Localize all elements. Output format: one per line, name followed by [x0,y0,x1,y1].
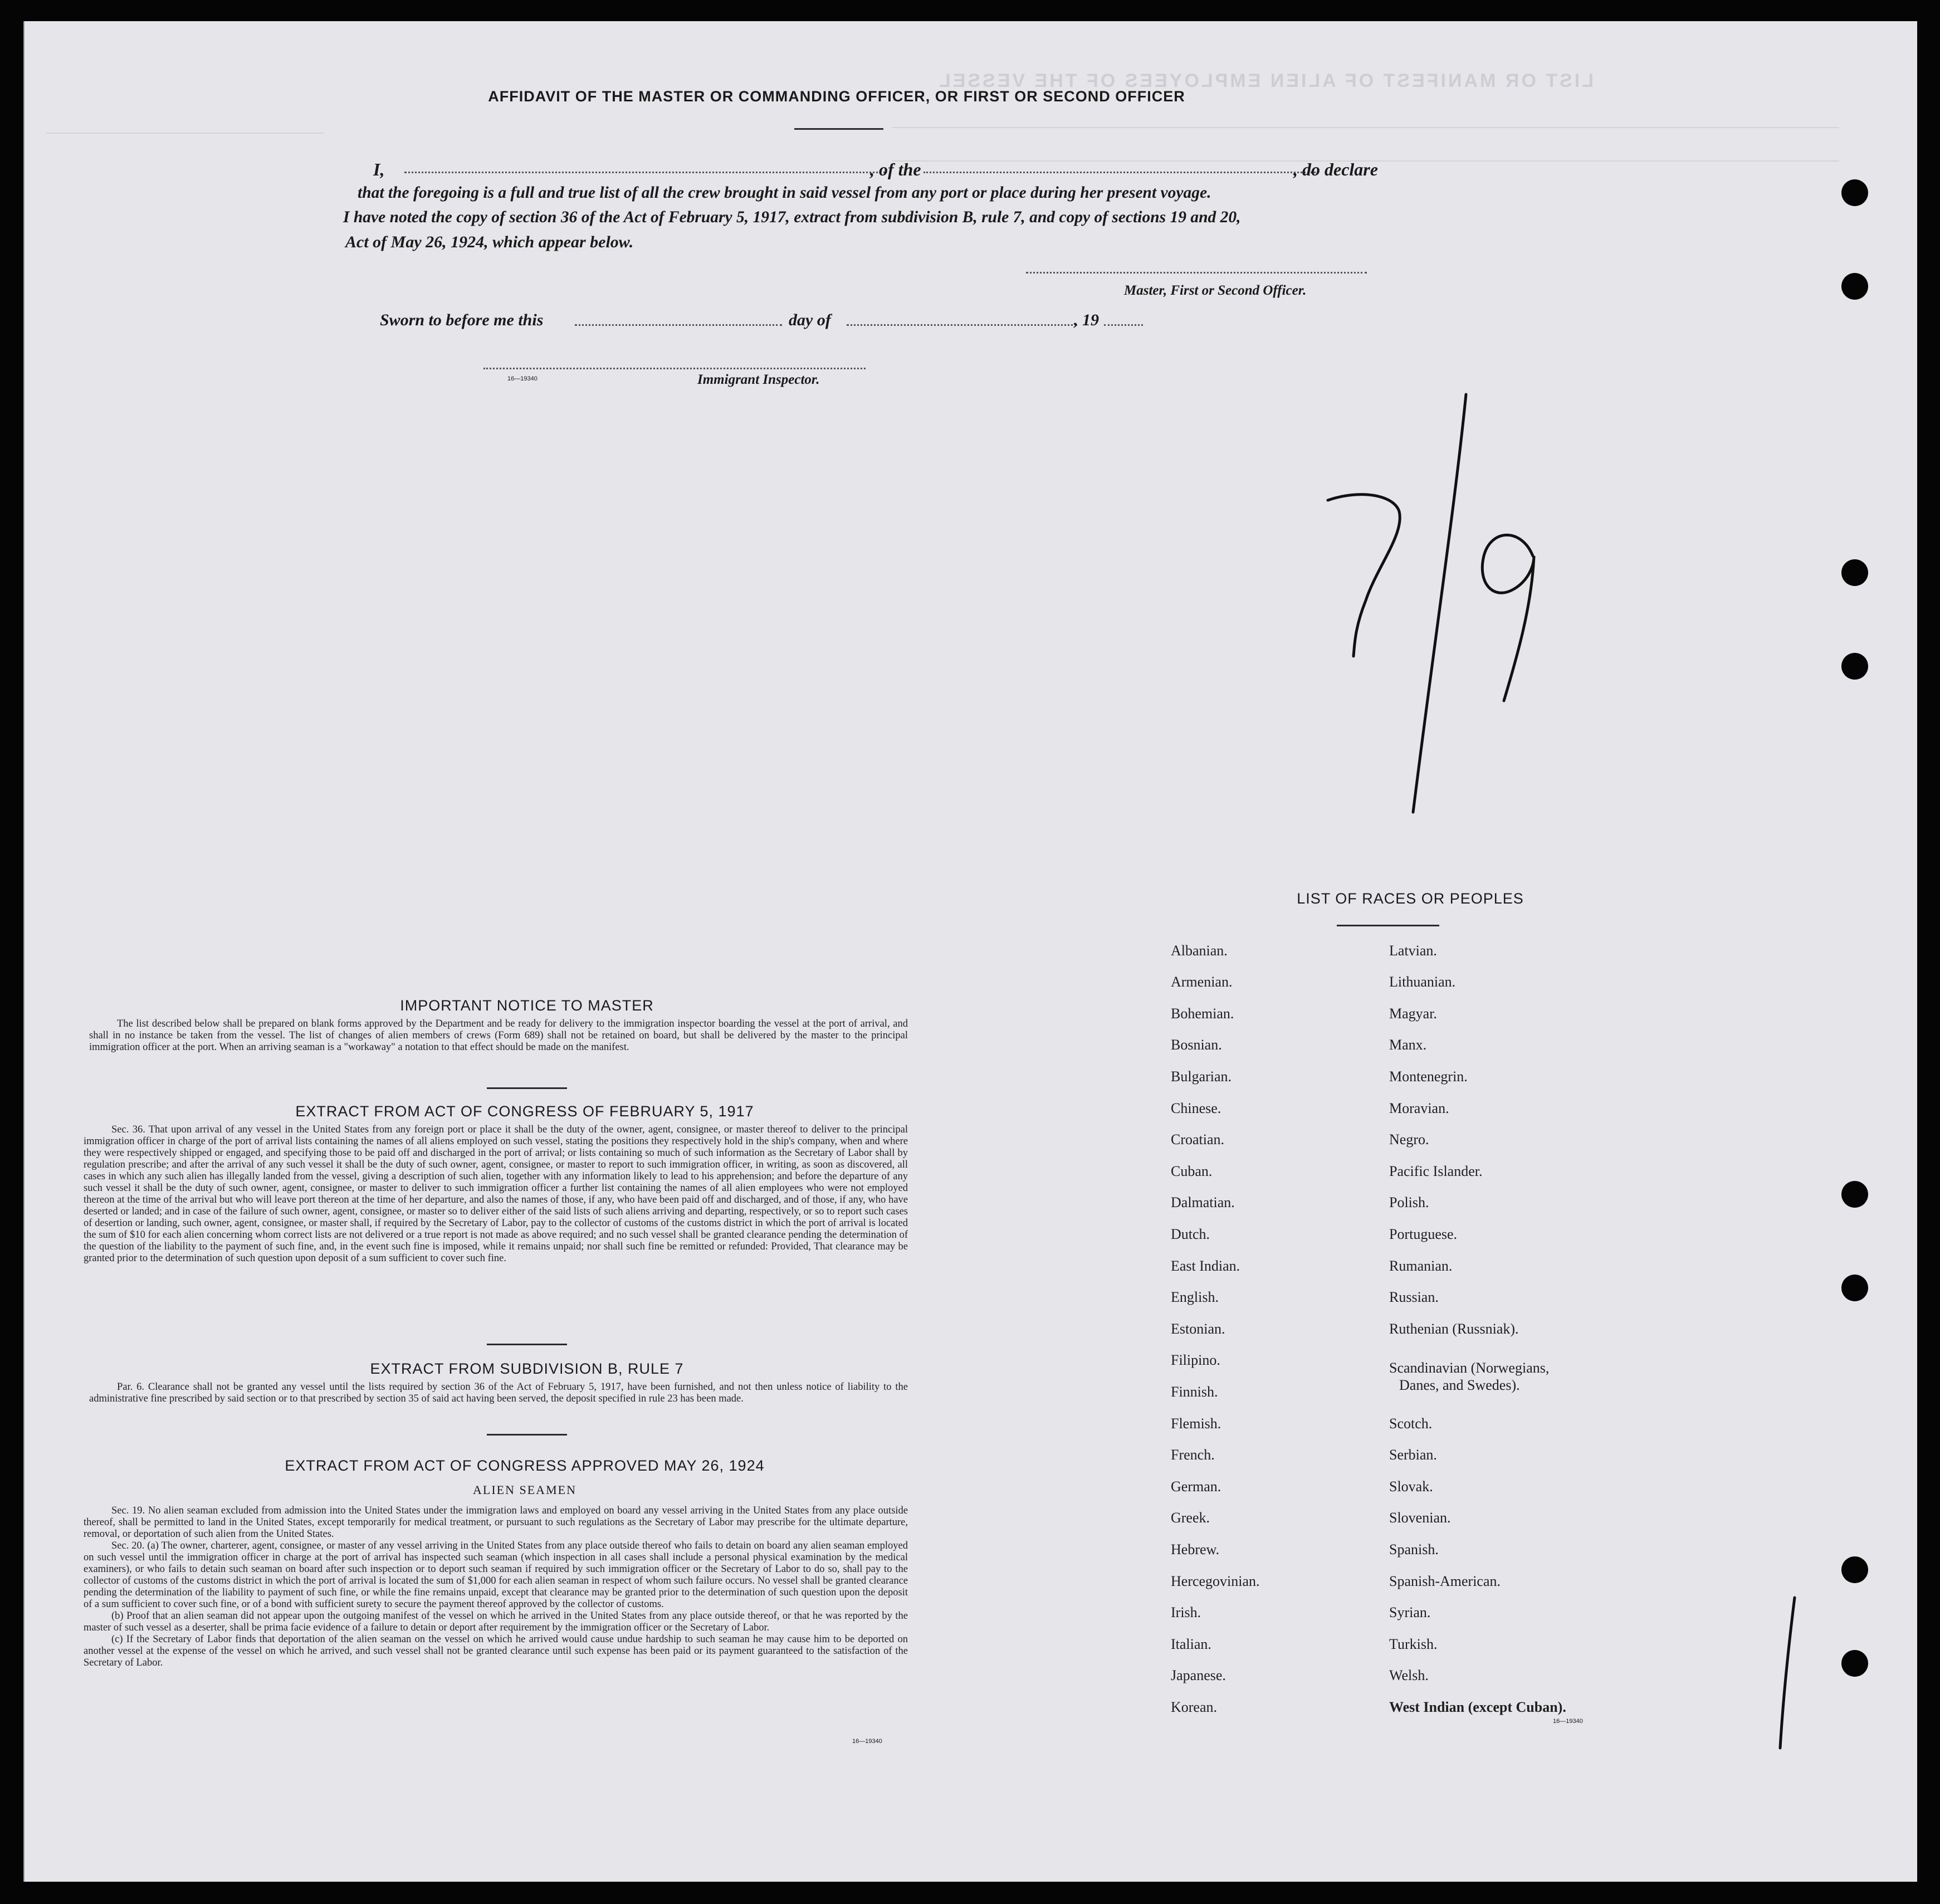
race-item: Pacific Islander. [1389,1163,1483,1179]
sworn-month-field[interactable] [847,324,1077,326]
notice-paragraph: The list described below shall be prepared on blank forms approved by the Department and be ready for delivery to the immigration inspector boarding the vessel at the port of arrival, and shall in no instance be taken from the vessel. The list of changes of alien members of crews (Form 689) shall not be retained on board, but shall be delivered by the master to the principal immigration officer at the port. When an arriving seaman is a "workaway" a notation to that effect should be made on the manifest. [89,1018,908,1053]
race-item: Dalmatian. [1171,1194,1235,1210]
race-item: Bulgarian. [1171,1068,1232,1085]
declarant-prefix: I, [373,159,385,179]
punch-hole [1841,273,1868,300]
race-item: Hercegovinian. [1171,1573,1260,1589]
race-item: Spanish-American. [1389,1573,1501,1589]
sworn-label: Sworn to before me this [380,311,544,329]
divider [1337,925,1439,926]
race-item: Montenegrin. [1389,1068,1468,1085]
divider [487,1434,567,1436]
sec-19-paragraph: Sec. 19. No alien seaman excluded from admission into the United States under the immigration laws and employed on board any vessel arriving in the United States from any place outside thereof, shall be permitted to land in the United States, except temporarily for medical treatment, or pursuant to such regulations as the Secretary of Labor may prescribe for the ultimate departure, removal, or deportation of such alien from the United States. [84,1505,908,1540]
race-item: Finnish. [1171,1384,1218,1400]
punch-hole [1841,559,1868,586]
race-item: Bohemian. [1171,1005,1234,1022]
punch-hole [1841,1556,1868,1583]
sec-20b-paragraph: (b) Proof that an alien seaman did not appear upon the outgoing manifest of the vessel on which he arrived in the United States from any place outside thereof, or that he was reported by the master of such vessel as a deserter, shall be prima facie evidence of a failure to detain or deport after requirement by the immigration officer or the Secretary of Labor. [84,1610,908,1633]
form-number: 16—19340 [852,1738,882,1745]
vessel-field[interactable] [923,172,1319,173]
do-declare-label: , do declare [1293,159,1378,179]
race-item: Danes, and Swedes). [1399,1377,1520,1393]
bleed-through-line [892,127,1839,128]
race-item: Serbian. [1389,1447,1437,1463]
race-item: English. [1171,1289,1219,1305]
race-item: Scandinavian (Norwegians, [1389,1360,1550,1376]
race-item: Cuban. [1171,1163,1213,1179]
race-item: Armenian. [1171,974,1233,990]
master-signature-line[interactable] [1026,272,1367,274]
race-item: Hebrew. [1171,1541,1220,1558]
race-item: French. [1171,1447,1215,1463]
extract-1917-body [84,1124,908,1265]
affidavit-line-4: Act of May 26, 1924, which appear below. [345,233,634,251]
affidavit-line-2: that the foregoing is a full and true list of all the crew brought in said vessel from any port or place during her present voyage. [358,184,1211,202]
race-item: Portuguese. [1389,1226,1458,1242]
race-item: Korean. [1171,1699,1218,1715]
divider [794,128,883,130]
race-item: Turkish. [1389,1636,1438,1652]
race-item: Irish. [1171,1604,1201,1620]
race-item: Spanish. [1389,1541,1439,1558]
race-item: Moravian. [1389,1100,1449,1116]
divider [487,1087,567,1089]
inspector-label: Immigrant Inspector. [697,372,820,387]
race-item: Negro. [1389,1131,1429,1148]
race-item: Polish. [1389,1194,1429,1210]
notice-body [89,1018,908,1053]
punch-hole [1841,653,1868,680]
race-item: Manx. [1389,1037,1427,1053]
day-of-label: day of [789,311,831,329]
race-item: Japanese. [1171,1667,1226,1683]
punch-hole [1841,1275,1868,1301]
form-number: 16—19340 [1553,1718,1583,1725]
year-label: , 19 [1074,311,1099,329]
document-page [23,21,1917,1882]
race-item: Syrian. [1389,1604,1431,1620]
inspector-signature-line[interactable] [483,368,866,369]
punch-hole [1841,179,1868,206]
punch-hole [1841,1650,1868,1677]
races-title: LIST OF RACES OR PEOPLES [1297,890,1524,907]
sec-20c-paragraph: (c) If the Secretary of Labor finds that deportation of the alien seaman on the vessel on which he arrived would cause undue hardship to such seaman he may cause him to be deported on another vessel at the expense of the vessel on which he arrived, and such vessel shall not be granted clearance until such expense has been paid or its payment guaranteed to the satisfaction of the Secretary of Labor. [84,1634,908,1668]
race-item: Rumanian. [1389,1258,1453,1274]
race-item: Greek. [1171,1510,1210,1526]
race-item: Bosnian. [1171,1037,1222,1053]
race-item: Scotch. [1389,1415,1433,1432]
extract-1924-title: EXTRACT FROM ACT OF CONGRESS APPROVED MAY 26, 1924 [285,1457,765,1474]
race-item: Italian. [1171,1636,1211,1652]
race-item: Estonian. [1171,1321,1225,1337]
bleed-through-heading: LIST OR MANIFEST OF ALIEN EMPLOYEES OF THE VESSEL [937,70,1594,91]
pen-mark [1772,1592,1806,1759]
affidavit-title: AFFIDAVIT OF THE MASTER OR COMMANDING OFFICER, OR FIRST OR SECOND OFFICER [488,88,1185,105]
race-item: Filipino. [1171,1352,1220,1368]
notice-title: IMPORTANT NOTICE TO MASTER [400,997,654,1014]
race-item: Latvian. [1389,943,1437,959]
handwritten-fraction [1293,367,1561,857]
divider [487,1344,567,1345]
master-signature-label: Master, First or Second Officer. [1124,283,1307,298]
rule-7-title: EXTRACT FROM SUBDIVISION B, RULE 7 [370,1360,684,1377]
race-item: German. [1171,1478,1221,1495]
race-item: Albanian. [1171,943,1228,959]
rule-7-body [89,1381,908,1405]
extract-1917-title: EXTRACT FROM ACT OF CONGRESS OF FEBRUARY 5, 1917 [295,1103,754,1120]
race-item: East Indian. [1171,1258,1240,1274]
race-item: West Indian (except Cuban). [1389,1699,1566,1715]
declarant-name-field[interactable] [404,172,886,173]
race-item: Dutch. [1171,1226,1210,1242]
extract-1924-body [84,1505,908,1669]
form-number: 16—19340 [507,375,537,382]
sworn-year-field[interactable] [1104,324,1143,326]
race-item: Russian. [1389,1289,1439,1305]
sworn-day-field[interactable] [575,324,782,326]
sec-36-paragraph: Sec. 36. That upon arrival of any vessel in the United States from any foreign port or place it shall be the duty of the owner, agent, consignee, or master thereof to deliver to the principal immigration officer in charge of the port of arrival lists containing the names of all aliens employed on such vessel, stating the positions they respectively hold in the ship's company, when and where they were respectively shipped or engaged, and specifying those to be paid off and discharged in the port of arrival; or lists containing so much of such information as the Secretary of Labor shall by regulation prescribe; and after the arrival of any such vessel it shall be the duty of such owner, agent, consignee, or master to report to such immigration officer, in writing, as soon as discovered, all cases in which any such alien has illegally landed from the vessel, giving a description of such alien, together with any information likely to lead to his apprehension; and before the departure of any such vessel it shall be the duty of such owner, agent, consignee, or master to deliver to such immigration officer a further list containing the names of all alien employees who were not employed thereon at the time of the arrival but who will leave port thereon at the time of her departure, and also the names of those, if any, who have been paid off and discharged, and of those, if any, who have deserted or landed; and in case of the failure of such owner, agent, consignee, or master so to deliver either of the said lists of such aliens arriving and departing, respectively, or so to report such cases of desertion or landing, such owner, agent, consignee, or master shall, if required by the Secretary of Labor, pay to the collector of customs of the customs district in which the port of arrival is located the sum of $10 for each alien concerning whom correct lists are not delivered or a true report is not made as above required; and no such vessel shall be granted clearance pending the determination of the question of the liability to the payment of such fine, and, in the event such fine is imposed, while it remains unpaid; nor shall such fine be remitted or refunded: Provided, That clearance may be granted prior to the determination of such question upon deposit of a sum sufficient to cover such fine. [84,1124,908,1264]
bleed-through-line [46,133,324,134]
race-item: Slovak. [1389,1478,1433,1495]
alien-seamen-subtitle: ALIEN SEAMEN [473,1483,576,1497]
race-item: Magyar. [1389,1005,1437,1022]
race-item: Chinese. [1171,1100,1221,1116]
race-item: Welsh. [1389,1667,1429,1683]
race-item: Slovenian. [1389,1510,1451,1526]
punch-hole [1841,1181,1868,1208]
race-item: Ruthenian (Russniak). [1389,1321,1519,1337]
race-item: Flemish. [1171,1415,1221,1432]
race-item: Croatian. [1171,1131,1225,1148]
par-6-paragraph: Par. 6. Clearance shall not be granted any vessel until the lists required by section 36 of the Act of February 5, 1917, have been furnished, and not then unless notice of liability to the administrative fine prescribed by said section or to that prescribed by section 35 of said act having been served, the deposit specified in rule 23 has been made. [89,1381,908,1404]
affidavit-line-3: I have noted the copy of section 36 of the Act of February 5, 1917, extract from subdivision B, rule 7, and copy of sections 19 and 20, [343,208,1241,226]
sec-20a-paragraph: Sec. 20. (a) The owner, charterer, agent, consignee, or master of any vessel arriving in the United States from any place outside thereof who fails to detain on board any alien seaman employed on such vessel until the immigration officer in charge at the port of arrival has inspected such seaman (which inspection in all cases shall include a personal physical examination by the medical examiners), or who fails to detain such seaman on board after such inspection or to deport such seaman if required by such immigration officer or the Secretary of Labor to do so, shall pay to the collector of customs of the customs district in which the port of arrival is located the sum of $1,000 for each alien seaman in respect of whom such failure occurs. No vessel shall be granted clearance pending the determination of the liability to payment of such fine, or while the fine remains unpaid, except that clearance may be granted prior to the determination of such question upon the deposit of a sum sufficient to cover such fine, or of a bond with sufficient surety to secure the payment thereof approved by the collector of customs. [84,1540,908,1610]
of-the-label: , of the [870,159,921,179]
race-item: Lithuanian. [1389,974,1456,990]
